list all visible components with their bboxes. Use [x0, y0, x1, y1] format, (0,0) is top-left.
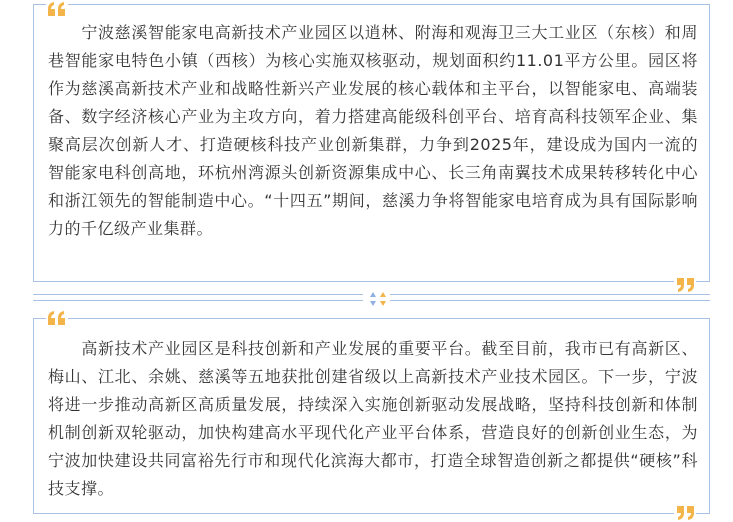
divider-line	[390, 294, 710, 295]
paragraph-2-text: 高新技术产业园区是科技创新和产业发展的重要平台。截至目前，我市已有高新区、梅山、江北、余姚、慈溪等五地获批创建省级以上高新技术产业技术园区。下一步，宁波将进一步推动高新区高质量发展，持续深入实施创新驱动发展战略，坚持科技创新和体制机制创新双轮驱动，加快构建高水平现代化产业平台体系，营造良好的创新创业生态，为宁波加快建设共同富裕先行市和现代化滨海大都市，打造全球智造创新之都提供“硬核”科技支撑。	[48, 339, 698, 498]
divider-line	[390, 300, 710, 301]
article-card-1	[33, 4, 710, 282]
article-card-2	[33, 318, 710, 514]
section-divider	[33, 289, 710, 309]
divider-arrows-icon	[368, 289, 390, 309]
divider-line	[33, 294, 363, 295]
open-quote-icon	[46, 309, 68, 327]
paragraph-2	[48, 335, 698, 503]
paragraph-1	[48, 19, 698, 243]
open-quote-icon	[46, 0, 68, 18]
paragraph-1-text: 宁波慈溪智能家电高新技术产业园区以逍林、附海和观海卫三大工业区（东核）和周巷智能家电特色小镇（西核）为核心实施双核驱动，规划面积约11.01平方公里。园区将作为慈溪高新技术产业和战略性新兴产业发展的核心载体和主平台，以智能家电、高端装备、数字经济核心产业为主攻方向，着力搭建高能级科创平台、培育高科技领军企业、集聚高层次创新人才、打造硬核科技产业创新集群，力争到2025年，建设成为国内一流的智能家电科创高地，环杭州湾源头创新资源集成中心、长三角南翼技术成果转移转化中心和浙江领先的智能制造中心。“十四五”期间，慈溪力争将智能家电培育成为具有国际影响力的千亿级产业集群。	[48, 23, 698, 238]
paragraph-indent	[48, 23, 81, 42]
paragraph-indent	[48, 339, 81, 358]
divider-line	[33, 300, 363, 301]
close-quote-icon	[674, 504, 696, 522]
